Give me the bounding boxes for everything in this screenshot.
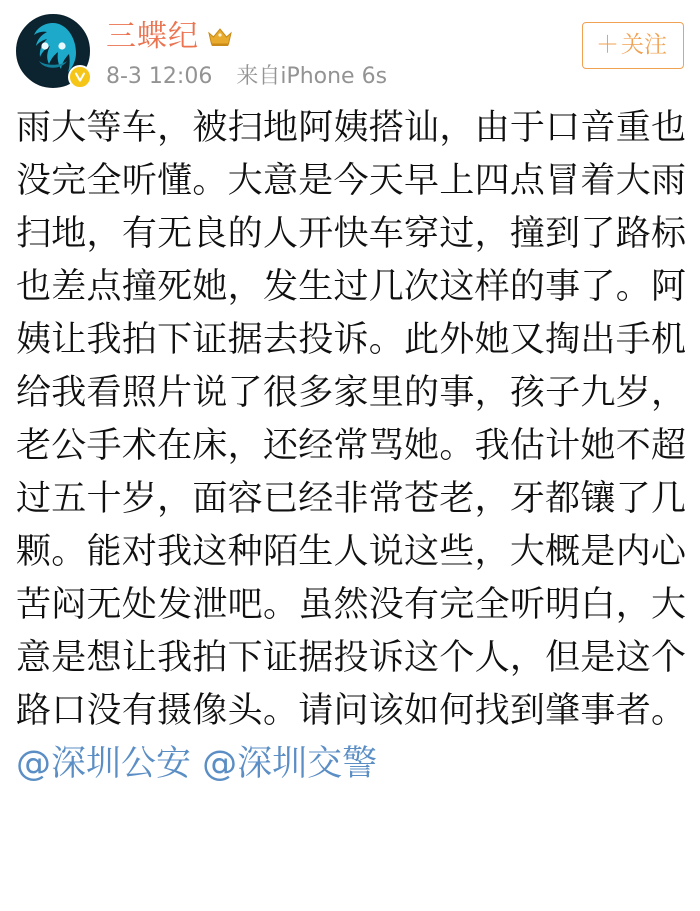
follow-button-label: 关注 [621,32,667,58]
post-source: 来自iPhone 6s [236,64,388,89]
avatar[interactable] [16,14,90,88]
mention-space [191,744,202,784]
mention-link-2[interactable]: @深圳交警 [202,744,378,784]
post-text: 雨大等车，被扫地阿姨搭讪，由于口音重也没完全听懂。大意是今天早上四点冒着大雨扫地，有无良的人开快车穿过，撞到了路标也差点撞死她，发生过几次这样的事了。阿姨让我拍下证据去投诉。此外她又掏出手机给我看照片说了很多家里的事，孩子九岁，老公手术在床，还经常骂她。我估计她不超过五十岁，面容已经非常苍老，牙都镶了几颗。能对我这种陌生人说这些，大概是内心苦闷无处发泄吧。虽然没有完全听明白，大意是想让我拍下证据投诉这个人，但是这个路口没有摄像头。请问该如何找到肇事者。 [16,108,686,731]
mention-link-1[interactable]: @深圳公安 [16,744,192,784]
post-date: 8-3 12:06 [106,64,213,89]
post-content [0,96,700,801]
post-header [0,0,700,96]
plus-icon: ＋ [596,31,619,58]
follow-button[interactable] [582,22,684,69]
v-badge-icon [68,65,92,89]
author-name[interactable]: 三蝶纪 [106,19,199,54]
crown-icon [207,24,233,50]
